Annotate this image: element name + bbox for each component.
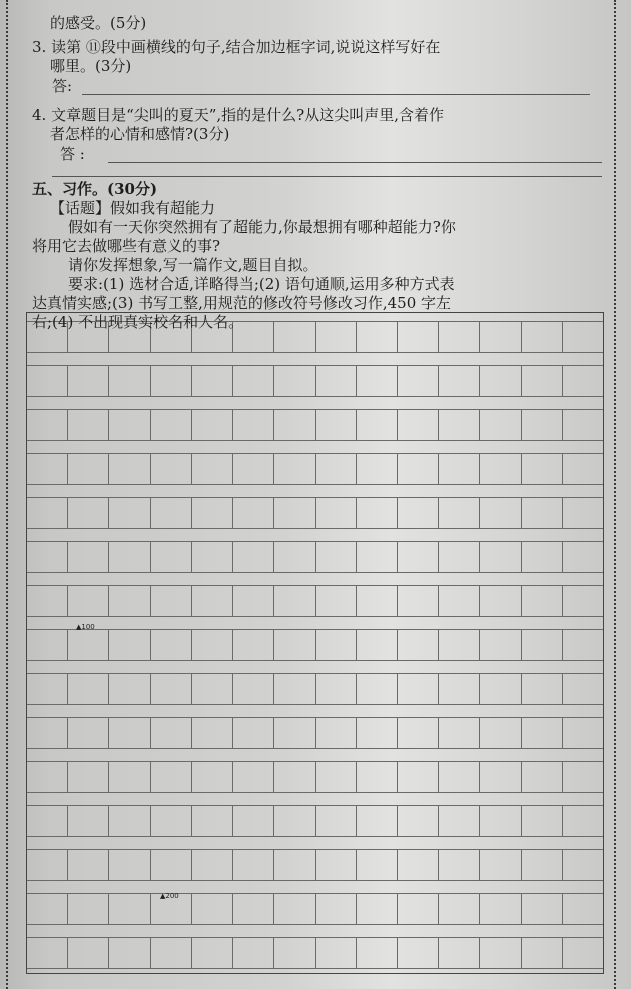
grid-cell[interactable]	[315, 673, 356, 705]
grid-row	[27, 717, 603, 749]
grid-cell[interactable]	[562, 805, 603, 837]
grid-cell[interactable]	[356, 629, 397, 661]
grid-cell[interactable]	[150, 761, 191, 793]
grid-cell[interactable]	[273, 585, 314, 617]
grid-cell[interactable]	[521, 893, 562, 925]
grid-cell[interactable]	[232, 937, 273, 969]
grid-cell[interactable]	[562, 717, 603, 749]
grid-cell[interactable]	[521, 321, 562, 353]
writing-grid[interactable]	[26, 312, 604, 974]
grid-cell[interactable]	[479, 365, 520, 397]
grid-cell[interactable]	[27, 849, 67, 881]
grid-cell[interactable]	[562, 673, 603, 705]
grid-cell[interactable]	[108, 453, 149, 485]
q4-answer-line[interactable]	[108, 162, 602, 163]
grid-cell[interactable]	[150, 805, 191, 837]
grid-cell[interactable]	[315, 541, 356, 573]
grid-cell[interactable]	[315, 321, 356, 353]
grid-cell[interactable]	[67, 497, 108, 529]
grid-cell[interactable]	[191, 497, 232, 529]
grid-row	[27, 585, 603, 617]
grid-cell[interactable]	[191, 629, 232, 661]
grid-cell[interactable]	[479, 497, 520, 529]
grid-cell[interactable]	[479, 321, 520, 353]
grid-cell[interactable]	[27, 453, 67, 485]
grid-cell[interactable]	[479, 893, 520, 925]
q4-answer-line-2[interactable]	[52, 176, 602, 177]
grid-cell[interactable]	[273, 321, 314, 353]
grid-cell[interactable]	[191, 805, 232, 837]
grid-row	[27, 937, 603, 969]
grid-cell[interactable]	[232, 497, 273, 529]
section5-heading: 五、习作。(30分)	[32, 180, 158, 198]
grid-row	[27, 497, 603, 529]
grid-cell[interactable]	[521, 541, 562, 573]
grid-cell[interactable]	[191, 673, 232, 705]
grid-cell[interactable]	[521, 849, 562, 881]
grid-cell[interactable]	[191, 893, 232, 925]
grid-cell[interactable]	[150, 849, 191, 881]
grid-cell[interactable]	[479, 409, 520, 441]
grid-cell[interactable]	[315, 585, 356, 617]
grid-cell[interactable]	[438, 849, 479, 881]
grid-cell[interactable]	[479, 629, 520, 661]
q4-text-line2: 者怎样的心情和感情?(3分)	[50, 125, 230, 143]
grid-cell[interactable]	[479, 673, 520, 705]
grid-cell[interactable]	[67, 453, 108, 485]
grid-cell[interactable]	[67, 937, 108, 969]
grid-cell[interactable]	[108, 629, 149, 661]
section5-requirements-line3: 右;(4) 不出现真实校名和人名。	[32, 313, 244, 331]
grid-cell[interactable]	[150, 453, 191, 485]
grid-cell[interactable]	[273, 937, 314, 969]
grid-cell[interactable]	[108, 541, 149, 573]
grid-cell[interactable]	[67, 585, 108, 617]
grid-cell[interactable]	[479, 453, 520, 485]
grid-cell[interactable]	[232, 893, 273, 925]
grid-cell[interactable]	[397, 321, 438, 353]
grid-cell[interactable]	[315, 453, 356, 485]
grid-cell[interactable]	[521, 409, 562, 441]
grid-cell[interactable]	[108, 805, 149, 837]
grid-cell[interactable]	[438, 761, 479, 793]
grid-cell[interactable]	[150, 541, 191, 573]
grid-row	[27, 629, 603, 661]
grid-cell[interactable]	[108, 717, 149, 749]
grid-cell[interactable]	[356, 497, 397, 529]
grid-cell[interactable]	[315, 409, 356, 441]
grid-cell[interactable]	[397, 761, 438, 793]
grid-cell[interactable]	[315, 893, 356, 925]
grid-row	[27, 541, 603, 573]
grid-marker-200: ▲200	[160, 892, 179, 900]
grid-cell[interactable]	[232, 453, 273, 485]
grid-cell[interactable]	[356, 937, 397, 969]
grid-cell[interactable]	[315, 365, 356, 397]
grid-row	[27, 893, 603, 925]
grid-cell[interactable]	[191, 761, 232, 793]
grid-cell[interactable]	[27, 893, 67, 925]
grid-cell[interactable]	[562, 893, 603, 925]
grid-cell[interactable]	[438, 629, 479, 661]
grid-row	[27, 805, 603, 837]
grid-cell[interactable]	[521, 585, 562, 617]
grid-cell[interactable]	[356, 673, 397, 705]
grid-marker-100: ▲100	[76, 623, 95, 631]
grid-cell[interactable]	[521, 673, 562, 705]
grid-cell[interactable]	[562, 497, 603, 529]
q2-tail-text: 的感受。(5分)	[50, 14, 147, 32]
grid-row	[27, 365, 603, 397]
grid-cell[interactable]	[232, 585, 273, 617]
grid-cell[interactable]	[108, 365, 149, 397]
grid-cell[interactable]	[150, 585, 191, 617]
grid-cell[interactable]	[315, 761, 356, 793]
section5-prompt-line3: 请你发挥想象,写一篇作文,题目自拟。	[68, 256, 318, 274]
grid-cell[interactable]	[191, 717, 232, 749]
grid-cell[interactable]	[562, 761, 603, 793]
grid-cell[interactable]	[397, 497, 438, 529]
grid-cell[interactable]	[438, 541, 479, 573]
grid-cell[interactable]	[479, 805, 520, 837]
grid-cell[interactable]	[150, 629, 191, 661]
grid-cell[interactable]	[108, 585, 149, 617]
grid-cell[interactable]	[479, 761, 520, 793]
grid-cell[interactable]	[438, 893, 479, 925]
section5-prompt-line2: 将用它去做哪些有意义的事?	[32, 237, 221, 255]
grid-cell[interactable]	[150, 673, 191, 705]
grid-cell[interactable]	[67, 541, 108, 573]
grid-cell[interactable]	[191, 937, 232, 969]
grid-cell[interactable]	[273, 365, 314, 397]
grid-cell[interactable]	[232, 673, 273, 705]
grid-cell[interactable]	[479, 717, 520, 749]
grid-cell[interactable]	[397, 805, 438, 837]
grid-cell[interactable]	[397, 629, 438, 661]
grid-cell[interactable]	[191, 409, 232, 441]
grid-cell[interactable]	[273, 761, 314, 793]
grid-row	[27, 453, 603, 485]
grid-cell[interactable]	[562, 409, 603, 441]
grid-cell[interactable]	[273, 497, 314, 529]
grid-cell[interactable]	[356, 761, 397, 793]
grid-cell[interactable]	[356, 849, 397, 881]
grid-cell[interactable]	[438, 409, 479, 441]
grid-cell[interactable]	[479, 585, 520, 617]
grid-cell[interactable]	[438, 805, 479, 837]
grid-cell[interactable]	[191, 849, 232, 881]
grid-cell[interactable]	[479, 937, 520, 969]
q4-text-line1: 4. 文章题目是“尖叫的夏天”,指的是什么?从这尖叫声里,含着作	[32, 106, 444, 124]
grid-cell[interactable]	[438, 497, 479, 529]
grid-cell[interactable]	[438, 321, 479, 353]
grid-cell[interactable]	[150, 717, 191, 749]
grid-cell[interactable]	[273, 541, 314, 573]
grid-cell[interactable]	[315, 937, 356, 969]
grid-cell[interactable]	[27, 541, 67, 573]
grid-cell[interactable]	[273, 673, 314, 705]
grid-cell[interactable]	[273, 849, 314, 881]
grid-cell[interactable]	[27, 761, 67, 793]
grid-cell[interactable]	[108, 673, 149, 705]
grid-cell[interactable]	[356, 717, 397, 749]
grid-cell[interactable]	[27, 937, 67, 969]
grid-cell[interactable]	[397, 673, 438, 705]
grid-cell[interactable]	[232, 849, 273, 881]
grid-cell[interactable]	[521, 629, 562, 661]
grid-cell[interactable]	[232, 409, 273, 441]
left-perforation	[6, 0, 8, 989]
grid-cell[interactable]	[479, 541, 520, 573]
grid-cell[interactable]	[521, 497, 562, 529]
grid-cell[interactable]	[397, 453, 438, 485]
grid-cell[interactable]	[356, 409, 397, 441]
grid-cell[interactable]	[438, 585, 479, 617]
grid-cell[interactable]	[397, 717, 438, 749]
grid-cell[interactable]	[27, 497, 67, 529]
grid-cell[interactable]	[67, 629, 108, 661]
grid-cell[interactable]	[27, 717, 67, 749]
grid-cell[interactable]	[191, 585, 232, 617]
grid-cell[interactable]	[232, 365, 273, 397]
grid-cell[interactable]	[315, 717, 356, 749]
section5-requirements-line1: 要求:(1) 选材合适,详略得当;(2) 语句通顺,运用多种方式表	[68, 275, 455, 293]
grid-cell[interactable]	[315, 849, 356, 881]
grid-cell[interactable]	[232, 541, 273, 573]
grid-cell[interactable]	[356, 321, 397, 353]
grid-cell[interactable]	[356, 541, 397, 573]
grid-cell[interactable]	[108, 849, 149, 881]
grid-cell[interactable]	[562, 849, 603, 881]
grid-cell[interactable]	[562, 453, 603, 485]
grid-cell[interactable]	[438, 453, 479, 485]
grid-cell[interactable]	[27, 673, 67, 705]
grid-cell[interactable]	[191, 453, 232, 485]
q3-text-line2: 哪里。(3分)	[50, 57, 132, 75]
grid-cell[interactable]	[562, 629, 603, 661]
grid-cell[interactable]	[521, 365, 562, 397]
grid-cell[interactable]	[191, 541, 232, 573]
grid-cell[interactable]	[356, 585, 397, 617]
grid-cell[interactable]	[438, 717, 479, 749]
grid-cell[interactable]	[232, 761, 273, 793]
grid-cell[interactable]	[356, 453, 397, 485]
grid-cell[interactable]	[521, 453, 562, 485]
grid-cell[interactable]	[521, 805, 562, 837]
grid-cell[interactable]	[273, 629, 314, 661]
grid-cell[interactable]	[356, 805, 397, 837]
grid-cell[interactable]	[315, 629, 356, 661]
grid-cell[interactable]	[67, 761, 108, 793]
grid-cell[interactable]	[479, 849, 520, 881]
grid-cell[interactable]	[67, 409, 108, 441]
section5-prompt-line1: 假如有一天你突然拥有了超能力,你最想拥有哪种超能力?你	[68, 218, 456, 236]
grid-cell[interactable]	[67, 805, 108, 837]
grid-cell[interactable]	[108, 937, 149, 969]
grid-cell[interactable]	[562, 321, 603, 353]
grid-cell[interactable]	[108, 497, 149, 529]
grid-cell[interactable]	[397, 409, 438, 441]
grid-cell[interactable]	[27, 805, 67, 837]
grid-cell[interactable]	[150, 937, 191, 969]
grid-cell[interactable]	[67, 849, 108, 881]
grid-row	[27, 409, 603, 441]
grid-cell[interactable]	[438, 673, 479, 705]
section5-topic: 【话题】假如我有超能力	[50, 199, 216, 217]
grid-cell[interactable]	[397, 541, 438, 573]
q3-text-line1: 3. 读第 ⑪段中画横线的句子,结合加边框字词,说说这样写好在	[32, 38, 441, 56]
grid-cell[interactable]	[27, 409, 67, 441]
grid-cell[interactable]	[150, 409, 191, 441]
grid-cell[interactable]	[273, 805, 314, 837]
grid-cell[interactable]	[356, 365, 397, 397]
grid-cell[interactable]	[67, 893, 108, 925]
grid-cell[interactable]	[356, 893, 397, 925]
grid-cell[interactable]	[397, 937, 438, 969]
grid-cell[interactable]	[232, 629, 273, 661]
grid-cell[interactable]	[232, 805, 273, 837]
grid-cell[interactable]	[150, 497, 191, 529]
grid-cell[interactable]	[27, 629, 67, 661]
grid-cell[interactable]	[315, 805, 356, 837]
grid-cell[interactable]	[315, 497, 356, 529]
grid-cell[interactable]	[273, 409, 314, 441]
grid-cell[interactable]	[438, 937, 479, 969]
q3-answer-label: 答:	[52, 77, 73, 95]
grid-row	[27, 673, 603, 705]
grid-cell[interactable]	[27, 585, 67, 617]
section5-requirements-line2: 达真情实感;(3) 书写工整,用规范的修改符号修改习作,450 字左	[32, 294, 452, 312]
grid-cell[interactable]	[521, 761, 562, 793]
grid-cell[interactable]	[438, 365, 479, 397]
grid-cell[interactable]	[67, 673, 108, 705]
grid-cell[interactable]	[397, 365, 438, 397]
q3-answer-line[interactable]	[82, 94, 590, 95]
grid-cell[interactable]	[67, 365, 108, 397]
grid-cell[interactable]	[232, 717, 273, 749]
q4-answer-label: 答 :	[60, 145, 85, 163]
grid-cell[interactable]	[273, 717, 314, 749]
grid-cell[interactable]	[397, 849, 438, 881]
grid-cell[interactable]	[273, 893, 314, 925]
grid-cell[interactable]	[562, 541, 603, 573]
grid-cell[interactable]	[562, 585, 603, 617]
grid-row	[27, 849, 603, 881]
grid-cell[interactable]	[397, 893, 438, 925]
grid-cell[interactable]	[27, 365, 67, 397]
grid-cell[interactable]	[521, 717, 562, 749]
grid-row	[27, 761, 603, 793]
grid-cell[interactable]	[108, 893, 149, 925]
grid-cell[interactable]	[150, 365, 191, 397]
grid-cell[interactable]	[521, 937, 562, 969]
right-perforation	[614, 0, 616, 989]
grid-cell[interactable]	[108, 409, 149, 441]
grid-cell[interactable]	[562, 365, 603, 397]
grid-cell[interactable]	[397, 585, 438, 617]
grid-cell[interactable]	[562, 937, 603, 969]
grid-cell[interactable]	[273, 453, 314, 485]
grid-cell[interactable]	[108, 761, 149, 793]
grid-cell[interactable]	[67, 717, 108, 749]
grid-cell[interactable]	[191, 365, 232, 397]
